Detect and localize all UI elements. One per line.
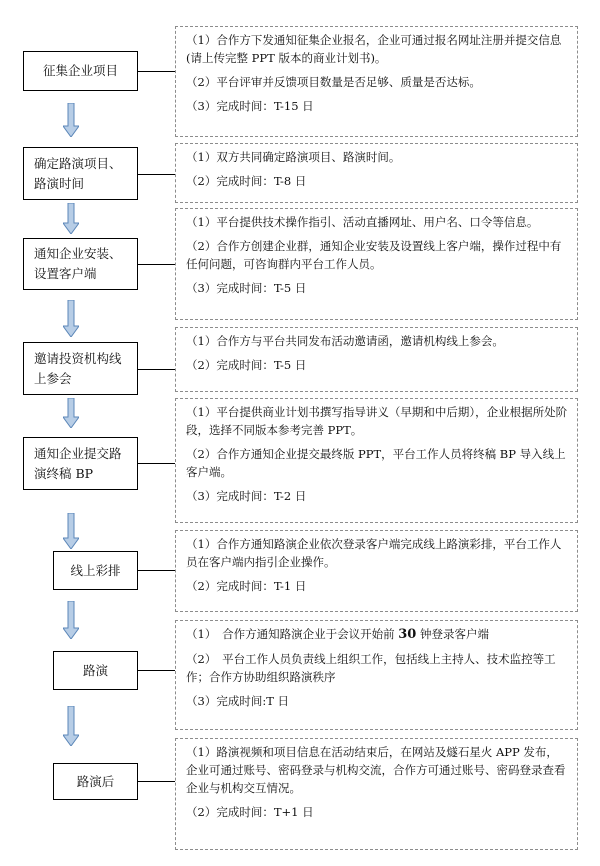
- step-label: 路演: [82, 662, 108, 678]
- connector-line: [138, 570, 175, 571]
- detail-item: （2）合作方创建企业群，通知企业安装及设置线上客户端，操作过程中有任何问题，可咨询群内平台工作人员。: [186, 239, 562, 271]
- connector-line: [138, 264, 175, 265]
- detail-item: （1）平台提供商业计划书撰写指导讲义（早期和中后期），企业根据所处阶段，选择不同版本参考完善 PPT。: [186, 405, 568, 437]
- bold-number: 30: [398, 627, 417, 642]
- detail-box-3: [175, 208, 578, 320]
- detail-item: （2）完成时间：T-5 日: [186, 358, 307, 372]
- detail-item: （3）完成时间：T-5 日: [186, 281, 307, 295]
- detail-item: （1）双方共同确定路演项目、路演时间。: [186, 150, 401, 164]
- detail-item: （2） 平台工作人员负责线上组织工作，包括线上主持人、技术监控等工作；合作方协助组织路演秩序: [186, 652, 556, 684]
- connector-line: [138, 670, 175, 671]
- down-arrow-icon: [63, 601, 79, 639]
- detail-item: （2）完成时间：T+1 日: [186, 805, 314, 819]
- detail-item: （2）完成时间：T-8 日: [186, 174, 307, 188]
- detail-text: 钟登录客户端: [416, 627, 489, 641]
- detail-item: （3）完成时间:T 日: [186, 694, 290, 708]
- step-box-7: [53, 651, 138, 690]
- down-arrow-icon: [63, 103, 79, 137]
- detail-box-7: [175, 620, 578, 730]
- down-arrow-icon: [63, 513, 79, 549]
- connector-line: [138, 781, 175, 782]
- step-label: 确定路演项目、路演时间: [34, 155, 122, 191]
- detail-box-5: [175, 398, 578, 523]
- step-box-4: [23, 342, 138, 395]
- detail-item: （1）合作方与平台共同发布活动邀请函，邀请机构线上参会。: [186, 334, 504, 348]
- detail-item: （3）完成时间：T-15 日: [186, 99, 314, 113]
- connector-line: [138, 71, 175, 72]
- step-box-2: [23, 147, 138, 200]
- step-label: 线上彩排: [70, 562, 121, 578]
- step-box-6: [53, 551, 138, 590]
- connector-line: [138, 174, 175, 175]
- detail-item: （2）完成时间：T-1 日: [186, 579, 307, 593]
- step-label: 路演后: [76, 773, 115, 789]
- down-arrow-icon: [63, 706, 79, 746]
- down-arrow-icon: [63, 300, 79, 337]
- detail-box-2: [175, 143, 578, 203]
- connector-line: [138, 369, 175, 370]
- down-arrow-icon: [63, 203, 79, 234]
- step-box-8: [53, 763, 138, 800]
- detail-item: （1）路演视频和项目信息在活动结束后，在网站及燧石星火 APP 发布，企业可通过账号、密码登录与机构交流，合作方可通过账号、密码登录查看企业与机构交互情况。: [186, 745, 566, 795]
- step-label: 通知企业提交路演终稿 BP: [34, 445, 122, 481]
- detail-item: （2）平台评审并反馈项目数量是否足够、质量是否达标。: [186, 75, 481, 89]
- detail-item: （2）合作方通知企业提交最终版 PPT，平台工作人员将终稿 BP 导入线上客户端。: [186, 447, 566, 479]
- detail-item: （1）合作方通知路演企业依次登录客户端完成线上路演彩排，平台工作人员在客户端内指引企业操作。: [186, 537, 562, 569]
- detail-item: （1）平台提供技术操作指引、活动直播网址、用户名、口令等信息。: [186, 215, 539, 229]
- detail-box-6: [175, 530, 578, 612]
- detail-box-8: [175, 738, 578, 850]
- step-box-3: [23, 238, 138, 290]
- down-arrow-icon: [63, 398, 79, 428]
- detail-box-1: [175, 26, 578, 137]
- step-box-5: [23, 437, 138, 490]
- detail-box-4: [175, 327, 578, 392]
- step-label: 征集企业项目: [42, 63, 118, 78]
- detail-item: （1）合作方下发通知征集企业报名，企业可通过报名网址注册并提交信息(请上传完整 PPT 版本的商业计划书)。: [186, 33, 562, 65]
- detail-text: （1） 合作方通知路演企业于会议开始前: [186, 627, 399, 641]
- step-label: 通知企业安装、设置客户端: [34, 246, 122, 281]
- step-box-1: [23, 51, 138, 91]
- step-label: 邀请投资机构线上参会: [34, 350, 122, 386]
- connector-line: [138, 463, 175, 464]
- detail-item: （3）完成时间：T-2 日: [186, 489, 307, 503]
- detail-item: [186, 625, 569, 644]
